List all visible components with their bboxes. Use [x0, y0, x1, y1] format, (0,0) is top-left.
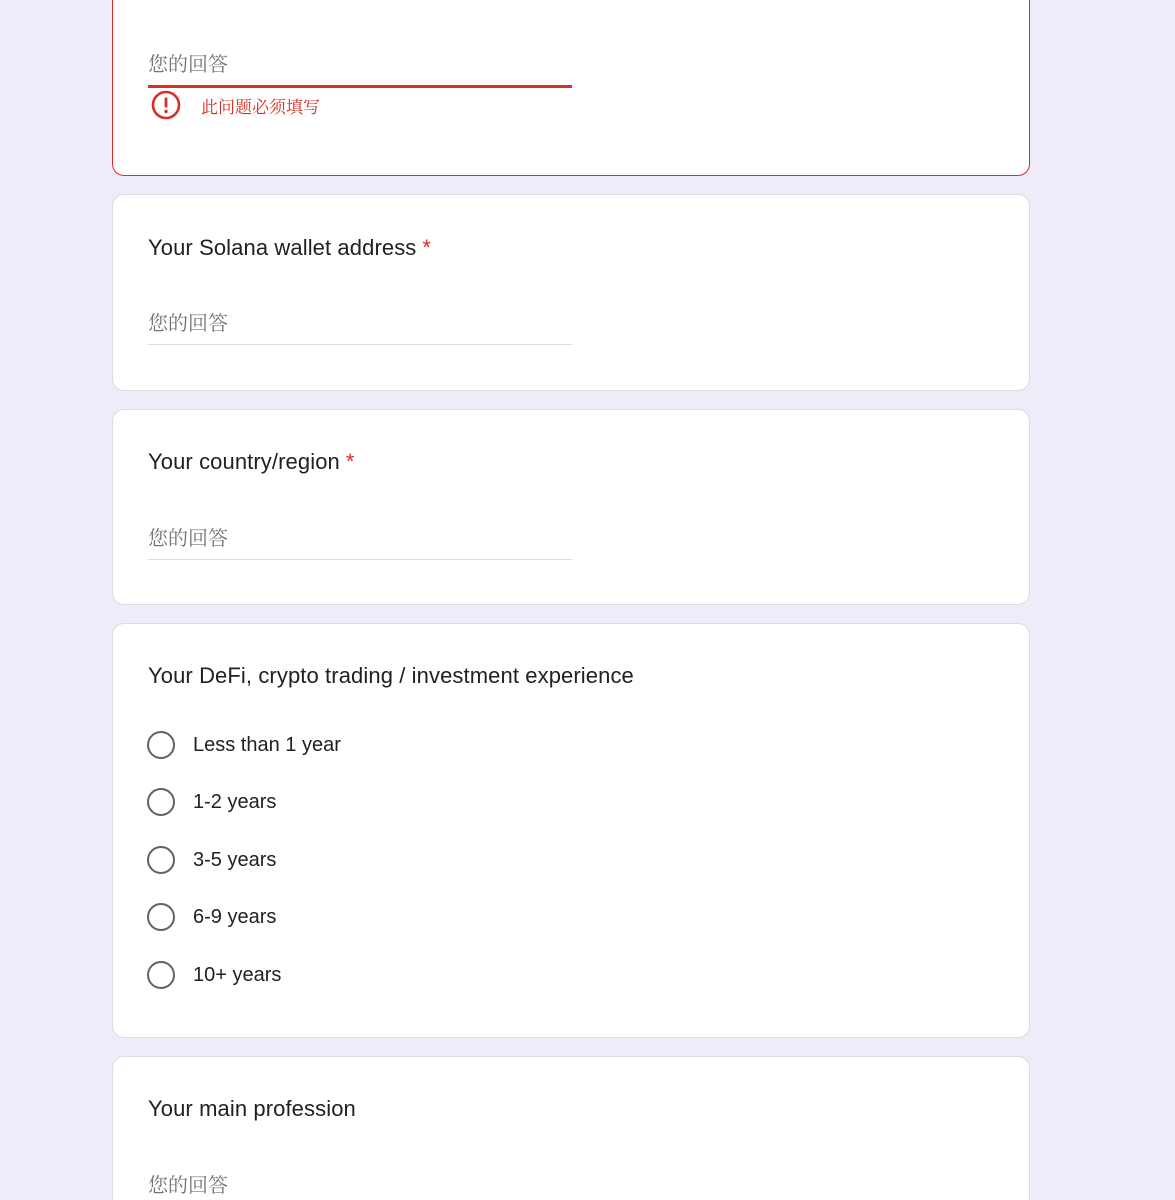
alert-circle-icon — [149, 88, 183, 122]
wallet-answer-field[interactable] — [148, 308, 572, 345]
radio-option-label: Less than 1 year — [193, 733, 341, 756]
wallet-answer-input[interactable] — [148, 308, 572, 338]
question-title-text: Your country/region — [148, 449, 340, 474]
radio-option[interactable] — [147, 901, 276, 933]
radio-option[interactable] — [147, 844, 276, 876]
radio-option-label: 6-9 years — [193, 905, 277, 928]
question-title — [148, 449, 355, 475]
error-message: 此问题必须填写 — [201, 97, 320, 118]
question-title — [148, 235, 431, 261]
required-asterisk: * — [422, 235, 432, 260]
question-title-text: Your DeFi, crypto trading / investment experience — [148, 663, 634, 688]
country-question-card — [112, 409, 1030, 605]
required-asterisk: * — [345, 449, 355, 474]
radio-button[interactable] — [147, 903, 175, 931]
question-title — [148, 1096, 356, 1122]
country-answer-field[interactable] — [148, 523, 572, 560]
radio-button[interactable] — [147, 731, 175, 759]
profession-answer-field[interactable] — [148, 1170, 572, 1200]
radio-option-label: 3-5 years — [193, 848, 277, 871]
question-title-text: Your Solana wallet address — [148, 235, 417, 260]
profession-answer-input[interactable] — [148, 1170, 572, 1200]
required-error — [149, 88, 320, 122]
radio-option[interactable] — [147, 786, 276, 818]
wallet-question-card — [112, 194, 1030, 391]
radio-option-label: 10+ years — [193, 963, 282, 986]
question-title-text: Your main profession — [148, 1096, 356, 1121]
question-title — [148, 663, 634, 689]
country-answer-input[interactable] — [148, 523, 572, 553]
previous-question-card — [112, 0, 1030, 176]
experience-question-card — [112, 623, 1030, 1038]
radio-button[interactable] — [147, 788, 175, 816]
profession-question-card — [112, 1056, 1030, 1200]
previous-answer-input[interactable] — [148, 49, 572, 79]
radio-option[interactable] — [147, 729, 341, 761]
radio-option-label: 1-2 years — [193, 790, 277, 813]
previous-answer-field[interactable] — [148, 49, 572, 88]
radio-option[interactable] — [147, 959, 281, 991]
radio-button[interactable] — [147, 846, 175, 874]
radio-button[interactable] — [147, 961, 175, 989]
